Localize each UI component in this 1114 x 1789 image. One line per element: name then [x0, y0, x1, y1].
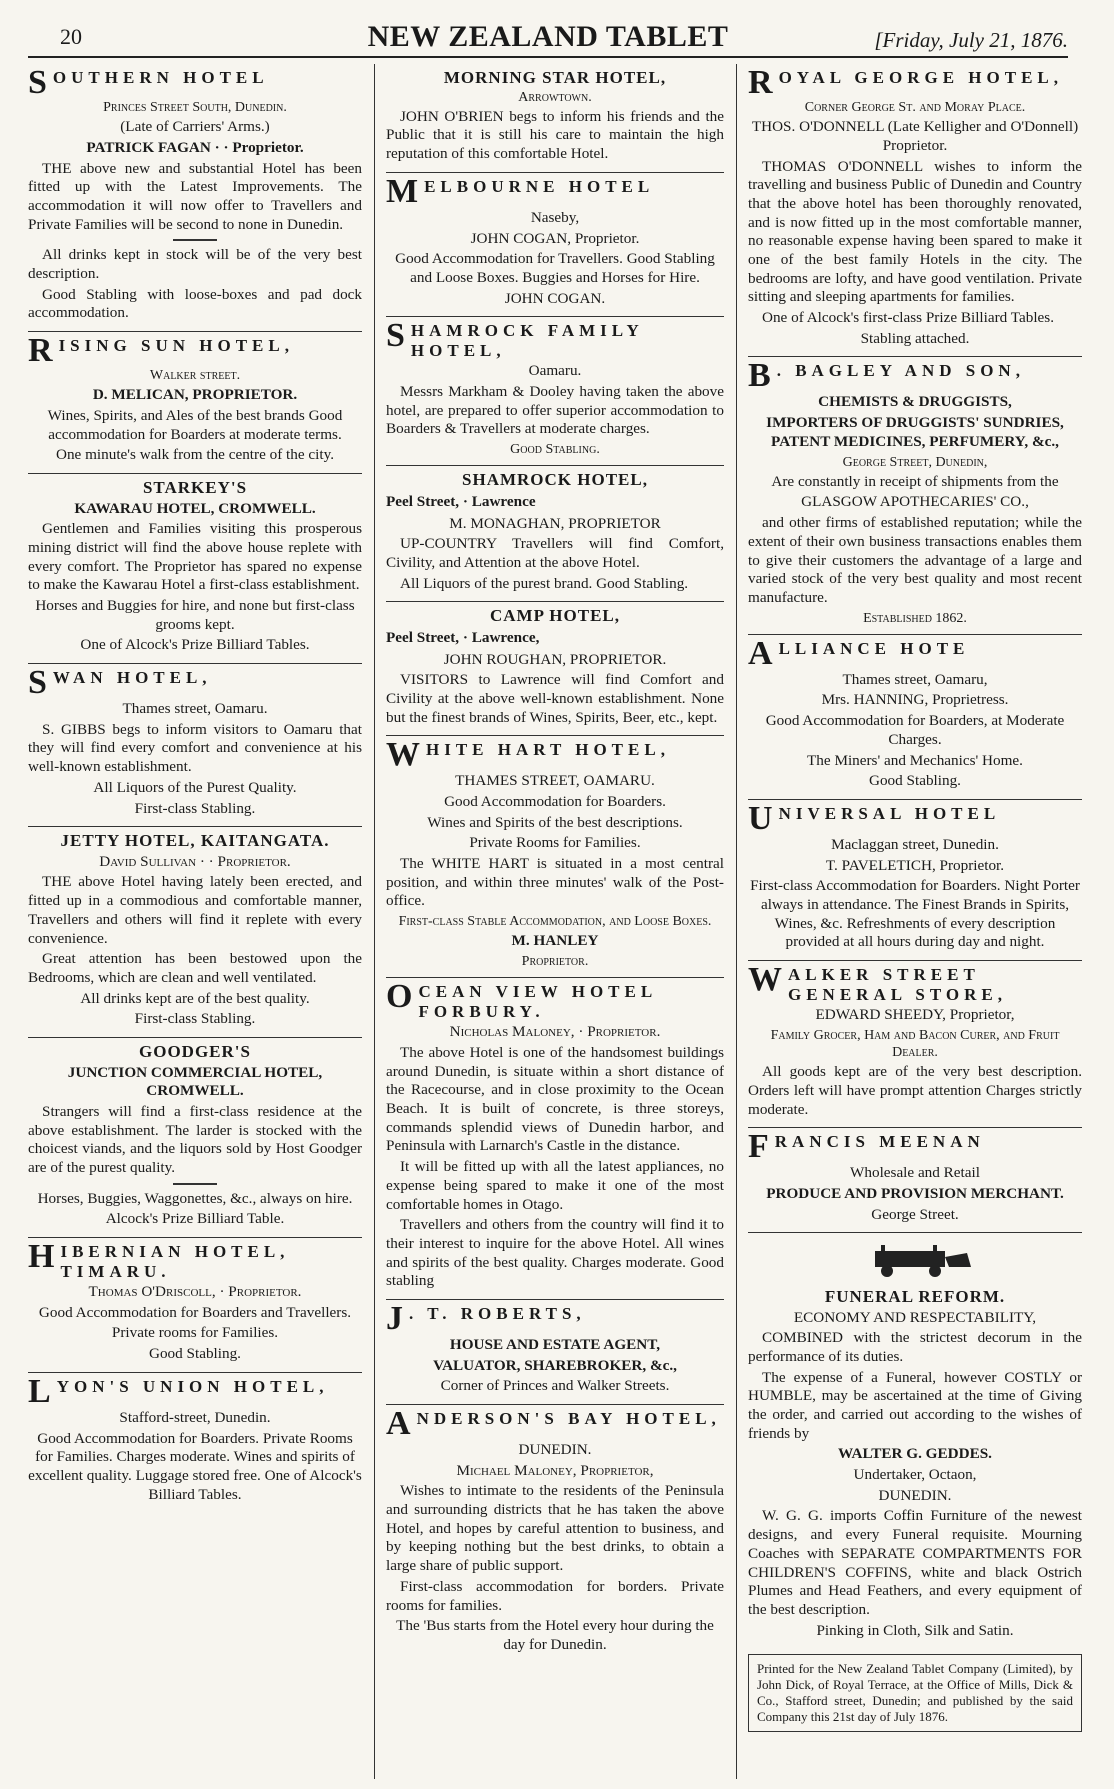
ad-text: Horses, Buggies, Waggonettes, &c., always on hire.	[37, 1189, 353, 1207]
ad-heading	[748, 357, 1082, 395]
advertisement	[748, 357, 1082, 634]
short-rule	[173, 1183, 217, 1185]
ad-text: First-class Accommodation for Boarders. Night Porter always in attendance. The Finest Brands in Spirits, Wines, &c. Refreshments of every description provided at all hours during day and night.	[750, 877, 1080, 951]
ad-text: HOUSE AND ESTATE AGENT,	[449, 1335, 661, 1353]
drop-cap: W	[748, 961, 782, 999]
ad-text: Princes Street South, Dunedin.	[103, 100, 287, 115]
ad-text: Oamaru.	[528, 362, 582, 380]
ad-heading	[386, 172, 724, 210]
ad-text: Private rooms for Families.	[111, 1324, 279, 1342]
advertisement	[28, 474, 362, 664]
ad-text: Good Stabling.	[869, 772, 961, 790]
advertisement	[28, 1038, 362, 1238]
ad-text: All drinks kept are of the best quality.	[80, 989, 310, 1007]
ad-text: Good Stabling with loose-boxes and pad dock accommodation.	[28, 285, 362, 322]
ad-text: Strangers will find a first-class residence at the above establishment. The larder is stocked with the choicest viands, and the liquors sold by Host Goodger are of the purest quality.	[28, 1102, 362, 1176]
ad-heading-text: HITE HART HOTEL,	[426, 740, 670, 760]
ad-text: All goods kept are of the very best description. Orders left will have prompt attention Charges strictly moderate.	[748, 1063, 1082, 1118]
ad-heading-text: . T. ROBERTS,	[409, 1303, 586, 1323]
ad-heading-text: . BAGLEY AND SON,	[776, 361, 1025, 381]
ad-text: First-class accommodation for borders. Private rooms for families.	[386, 1577, 724, 1614]
short-rule	[173, 239, 217, 241]
ad-heading	[748, 799, 1082, 837]
advertisement	[386, 466, 724, 602]
advertisement	[748, 961, 1082, 1128]
ad-heading-text: CAMP HOTEL,	[489, 606, 620, 626]
ad-text: VALUATOR, SHAREBROKER, &c.,	[433, 1356, 677, 1374]
ad-heading-text: YON'S UNION HOTEL,	[56, 1376, 329, 1396]
ad-heading-text: FUNERAL REFORM.	[824, 1287, 1006, 1307]
ad-text: Good Accommodation for Travellers. Good Stabling and Loose Boxes. Buggies and Horses for Hire.	[395, 250, 715, 286]
ad-text: Walker street.	[149, 368, 241, 384]
ad-text: The WHITE HART is situated in a most central position, and within three minutes' walk of the Post-office.	[386, 855, 724, 910]
column-2	[386, 64, 724, 1779]
drop-cap: A	[748, 634, 773, 672]
ad-text: All drinks kept in stock will be of the very best description.	[28, 246, 362, 283]
ad-text: IMPORTERS OF DRUGGISTS' SUNDRIES, PATENT MEDICINES, PERFUMERY, &c.,	[766, 414, 1064, 450]
ad-heading	[386, 736, 724, 774]
ad-text: S. GIBBS begs to inform visitors to Oamaru that they will find every comfort and convenience at his well-known establishment.	[28, 720, 362, 776]
ad-heading-text: ALKER STREET GENERAL STORE,	[788, 965, 1007, 1004]
ad-heading-text: LLIANCE HOTE	[778, 638, 970, 658]
drop-cap: A	[386, 1405, 411, 1443]
drop-cap: S	[386, 317, 405, 355]
ad-text: THE above new and substantial Hotel has been fitted up with the Latest Improvements. The accommodation it will now offer to Travellers and Private Families will be second to none in Dunedin.	[28, 159, 362, 233]
ad-text: THAMES STREET, OAMARU.	[455, 772, 655, 790]
drop-cap: H	[28, 1238, 55, 1276]
advertisement	[386, 1405, 724, 1663]
ad-text: VISITORS to Lawrence will find Comfort and Civility at the above well-known establishment. None but the finest brands of Wines, Spirits, Beer, etc., kept.	[386, 671, 724, 726]
ad-text: (Late of Carriers' Arms.)	[120, 118, 270, 136]
drop-cap: S	[28, 664, 47, 702]
ad-text: The above Hotel is one of the handsomest buildings around Dunedin, is situate within a short distance of the Racecourse, and in close proximity to the Ocean Beach. It is built of concrete, is three storeys, commands splendid views of Dunedin harbor, and Peninsula with Larnarch's Castle in the distance.	[386, 1044, 724, 1155]
drop-cap: B	[748, 357, 771, 395]
ad-text: Mrs. HANNING, Proprietress.	[821, 691, 1009, 709]
ad-text: T. PAVELETICH, Proprietor.	[825, 856, 1005, 874]
ad-heading-text: IBERNIAN HOTEL, TIMARU.	[60, 1242, 290, 1281]
ad-text: Gentlemen and Families visiting this prosperous mining district will find the above house replete with every comfort. The Proprietor has spared no expense to make the Kawarau Hotel a first-class establishment.	[28, 520, 362, 594]
ad-heading-text: STARKEY'S	[142, 478, 248, 498]
ad-text: Nicholas Maloney, · Proprietor.	[449, 1023, 661, 1041]
ad-text: Good Accommodation for Boarders and Travellers.	[38, 1303, 352, 1321]
ad-text: First-class Stabling.	[134, 1010, 256, 1028]
ad-text: Michael Maloney, Proprietor,	[456, 1461, 654, 1479]
advertisement	[28, 332, 362, 474]
ad-text: Good Accommodation for Boarders, at Moderate Charges.	[765, 712, 1065, 748]
ad-text: THOS. O'DONNELL (Late Kelligher and O'Donnell) Proprietor.	[751, 118, 1079, 154]
ad-text: GLASGOW APOTHECARIES' CO.,	[801, 493, 1029, 511]
column-divider	[374, 64, 375, 1779]
ad-heading	[386, 1405, 724, 1443]
ad-heading-text: WAN HOTEL,	[52, 668, 212, 688]
advertisement	[748, 1128, 1082, 1233]
advertisement	[386, 736, 724, 978]
ad-text: EDWARD SHEEDY, Proprietor,	[815, 1006, 1015, 1024]
drop-cap: F	[748, 1128, 769, 1166]
ad-text: PRODUCE AND PROVISION MERCHANT.	[766, 1185, 1064, 1202]
ad-text: Established 1862.	[863, 610, 967, 626]
ad-text: The Miners' and Mechanics' Home.	[807, 751, 1023, 769]
ad-text: Thomas O'Driscoll, · Proprietor.	[88, 1283, 302, 1301]
ad-heading	[28, 1372, 362, 1410]
issue-date: [Friday, July 21, 1876.	[874, 28, 1068, 52]
ad-text: Messrs Markham & Dooley having taken the above hotel, are prepared to offer superior accommodation to Boarders & Travellers at moderate charges.	[386, 383, 724, 438]
ad-text: KAWARAU HOTEL, CROMWELL.	[74, 499, 316, 517]
ad-heading	[28, 64, 362, 101]
ad-heading-text: JETTY HOTEL, KAITANGATA.	[60, 831, 330, 851]
ad-heading	[386, 978, 724, 1021]
newspaper-title: NEW ZEALAND TABLET	[367, 20, 729, 53]
ad-heading-text: RANCIS MEENAN	[774, 1132, 985, 1152]
advertisement	[386, 64, 724, 173]
ad-text: Are constantly in receipt of shipments from the	[771, 472, 1059, 490]
advertisement	[386, 1300, 724, 1405]
ad-text: Naseby,	[530, 208, 580, 226]
ad-heading	[28, 478, 362, 498]
header-rule	[28, 56, 1068, 58]
ad-heading	[28, 831, 362, 851]
ad-text: George Street, Dunedin,	[842, 454, 988, 470]
ad-heading-text: OUTHERN HOTEL	[52, 68, 269, 87]
drop-cap: U	[748, 799, 773, 837]
ad-heading	[386, 68, 724, 88]
ad-text: ECONOMY AND RESPECTABILITY,	[793, 1308, 1037, 1326]
page-header	[28, 20, 1068, 56]
advertisement	[386, 978, 724, 1300]
ad-text: Corner of Princes and Walker Streets.	[440, 1377, 670, 1395]
ad-heading-text: ELBOURNE HOTEL	[424, 176, 655, 196]
ad-text: THOMAS O'DONNELL wishes to inform the travelling and business Public of Dunedin and Country that the above hotel has been thoroughly renovated, and is now fitted up in the most comfortable manner, no reasonable expense having been spared to make it one of the best family Hotels in the city. The bedrooms are lofty, and have good ventilation. Private sitting and sleeping apartments for families.	[748, 157, 1082, 306]
ad-text: Undertaker, Octaon,	[853, 1466, 977, 1484]
ad-text: Family Grocer, Ham and Bacon Curer, and Fruit Dealer.	[770, 1027, 1060, 1061]
drop-cap: R	[28, 332, 53, 370]
ad-text: UP-COUNTRY Travellers will find Comfort, Civility, and Attention at the above Hotel.	[386, 535, 724, 571]
advertisement	[28, 64, 362, 332]
ad-text: Thames street, Oamaru,	[842, 670, 988, 688]
drop-cap: R	[748, 64, 773, 101]
advertisement	[28, 1238, 362, 1373]
ad-text: One minute's walk from the centre of the city.	[56, 446, 334, 464]
drop-cap: S	[28, 64, 47, 101]
advertisement	[28, 1373, 362, 1512]
ad-heading-text: NIVERSAL HOTEL	[778, 803, 1001, 823]
ad-heading-text: CEAN VIEW HOTEL FORBURY.	[418, 982, 657, 1021]
advertisement	[748, 635, 1082, 800]
ad-heading	[386, 470, 724, 490]
ad-text: Peel Street, · Lawrence	[386, 492, 536, 510]
ad-text: Stafford-street, Dunedin.	[119, 1408, 271, 1426]
advertisement	[28, 664, 362, 827]
hearse-illustration	[748, 1243, 1082, 1285]
ad-text: COMBINED with the strictest decorum in the performance of its duties.	[748, 1329, 1082, 1365]
ad-heading-text: NDERSON'S BAY HOTEL,	[416, 1409, 721, 1429]
ad-text: David Sullivan · · Proprietor.	[99, 852, 291, 870]
column-3	[748, 64, 1082, 1779]
ad-text: JUNCTION COMMERCIAL HOTEL, CROMWELL.	[67, 1063, 323, 1100]
ad-text: Good Accommodation for Boarders. Private Rooms for Families. Charges moderate. Wines and spirits of excellent quality. Luggage stored free. One of Alcock's Billiard Tables.	[28, 1429, 362, 1503]
ad-text: Wines, Spirits, and Ales of the best brands Good accommodation for Boarders at moderate terms.	[47, 407, 343, 443]
ad-text: Wishes to intimate to the residents of the Peninsula and surrounding districts that he has taken the above Hotel, and hopes by careful attention to business, and by keeping nothing but the best drinks, to obtain a large share of public support.	[386, 1482, 724, 1575]
ad-heading	[28, 1238, 362, 1281]
ad-text: The expense of a Funeral, however COSTLY or HUMBLE, may be ascertained at the time of Giving the order, and carried out according to the wishes of friends by	[748, 1368, 1082, 1442]
ad-text: Pinking in Cloth, Silk and Satin.	[816, 1621, 1014, 1639]
drop-cap: J	[386, 1299, 403, 1337]
ad-text: DUNEDIN.	[878, 1486, 952, 1504]
ad-text: Travellers and others from the country will find it to their interest to inquire for the above Hotel. All wines and spirits of the best quality. Charges moderate. Good stabling	[386, 1216, 724, 1290]
ad-text: One of Alcock's Prize Billiard Tables.	[80, 636, 310, 654]
ad-text: Horses and Buggies for hire, and none but first-class grooms kept.	[35, 597, 355, 633]
drop-cap: W	[386, 736, 420, 774]
ad-text: Private Rooms for Families.	[469, 834, 641, 852]
ad-text: All Liquors of the purest brand. Good Stabling.	[400, 574, 689, 592]
ad-text: WALTER G. GEDDES.	[838, 1445, 992, 1463]
ad-text: JOHN O'BRIEN begs to inform his friends and the Public that it is still his care to maintain the high reputation of this comfortable Hotel.	[386, 107, 724, 163]
advertisement	[386, 173, 724, 317]
ad-text: Good Stabling.	[149, 1345, 241, 1363]
ad-heading-text: HAMROCK FAMILY HOTEL,	[410, 321, 644, 360]
ad-heading	[386, 606, 724, 626]
advertisement	[386, 602, 724, 736]
ad-text: The 'Bus starts from the Hotel every hour during the day for Dunedin.	[396, 1617, 714, 1653]
ad-heading-text: GOODGER'S	[139, 1041, 251, 1061]
printer-imprint: Printed for the New Zealand Tablet Company (Limited), by John Dick, of Royal Terrace, at the Office of Mills, Dick & Co., Stafford street, Dunedin; and published by the said Company this 21st day of July 1876.	[748, 1654, 1082, 1732]
ad-text: It will be fitted up with all the latest appliances, no expense being spared to make it one of the most comfortable homes in Otago.	[386, 1158, 724, 1213]
ad-heading	[748, 1128, 1082, 1166]
ad-text: First-class Stable Accommodation, and Loose Boxes.	[398, 914, 712, 930]
ad-text: Arrowtown.	[518, 89, 592, 105]
advertisement	[28, 827, 362, 1038]
ad-text: One of Alcock's first-class Prize Billiard Tables.	[762, 309, 1054, 327]
drop-cap: O	[386, 978, 413, 1016]
column-1	[28, 64, 362, 1779]
ad-text: Stabling attached.	[860, 329, 970, 347]
ad-text: Proprietor.	[521, 954, 589, 970]
ad-heading	[28, 664, 362, 702]
ad-text: Good Stabling.	[510, 442, 600, 458]
ad-text: George Street.	[871, 1205, 959, 1223]
ad-heading	[28, 332, 362, 370]
advertisement	[748, 800, 1082, 961]
ad-text: CHEMISTS & DRUGGISTS,	[818, 393, 1012, 411]
ad-heading	[748, 1287, 1082, 1307]
ad-text: JOHN ROUGHAN, PROPRIETOR.	[443, 650, 667, 668]
ad-text: M. HANLEY	[511, 932, 599, 950]
page-number: 20	[60, 24, 82, 49]
drop-cap: L	[28, 1372, 51, 1410]
ad-heading	[748, 64, 1082, 101]
ad-text: Great attention has been bestowed upon the Bedrooms, which are clean and well ventilated.	[28, 950, 362, 986]
ad-text: Maclaggan street, Dunedin.	[831, 835, 999, 853]
ad-text: THE above Hotel having lately been erected, and fitted up in a commodious and comfortable manner, Travellers and others will find it replete with every convenience.	[28, 873, 362, 947]
ad-heading	[28, 1042, 362, 1062]
ad-text: M. MONAGHAN, PROPRIETOR	[449, 514, 661, 532]
ad-text: Wholesale and Retail	[850, 1164, 980, 1182]
ad-text: D. MELICAN, PROPRIETOR.	[92, 386, 298, 404]
ad-text: and other firms of established reputation; while the extent of their own business transactions enables them to give their customers the advantage of a large and varied stock of the very best quality and most recent manufacture.	[748, 514, 1082, 606]
ad-text: DUNEDIN.	[518, 1441, 592, 1459]
advertisement	[386, 317, 724, 466]
ad-text: Peel Street, · Lawrence,	[386, 628, 540, 646]
ad-text: JOHN COGAN.	[504, 289, 606, 307]
ad-text: W. G. G. imports Coffin Furniture of the newest designs, and every Funeral requisite. Mourning Coaches with SEPARATE COMPARTMENTS FOR CHILDREN'S COFFINS, white and black Ostrich Plumes and Head Feathers, and every equipment of the best description.	[748, 1507, 1082, 1618]
ad-text: PATRICK FAGAN · · Proprietor.	[86, 138, 304, 156]
ad-heading	[748, 634, 1082, 672]
ad-text: Corner George St. and Moray Place.	[804, 100, 1026, 115]
column-divider	[736, 64, 737, 1779]
ad-heading	[386, 1299, 724, 1337]
ad-text: Thames street, Oamaru.	[122, 700, 268, 718]
ad-heading	[386, 317, 724, 360]
ad-text: All Liquors of the Purest Quality.	[93, 778, 297, 796]
ad-heading-text: SHAMROCK HOTEL,	[462, 470, 648, 490]
ad-text: Good Accommodation for Boarders.	[444, 792, 666, 810]
advertisement	[748, 64, 1082, 357]
ad-heading	[748, 961, 1082, 1004]
ad-heading-text: ISING SUN HOTEL,	[58, 336, 294, 356]
drop-cap: M	[386, 172, 419, 210]
ad-text: Alcock's Prize Billiard Table.	[105, 1210, 285, 1228]
ad-text: Wines and Spirits of the best descriptions.	[427, 813, 683, 831]
ad-text: JOHN COGAN, Proprietor.	[470, 229, 640, 247]
advertisement	[748, 1233, 1082, 1648]
ad-heading-text: OYAL GEORGE HOTEL,	[778, 68, 1064, 87]
ad-text: First-class Stabling.	[134, 799, 256, 817]
ad-heading-text: MORNING STAR HOTEL,	[443, 68, 667, 87]
